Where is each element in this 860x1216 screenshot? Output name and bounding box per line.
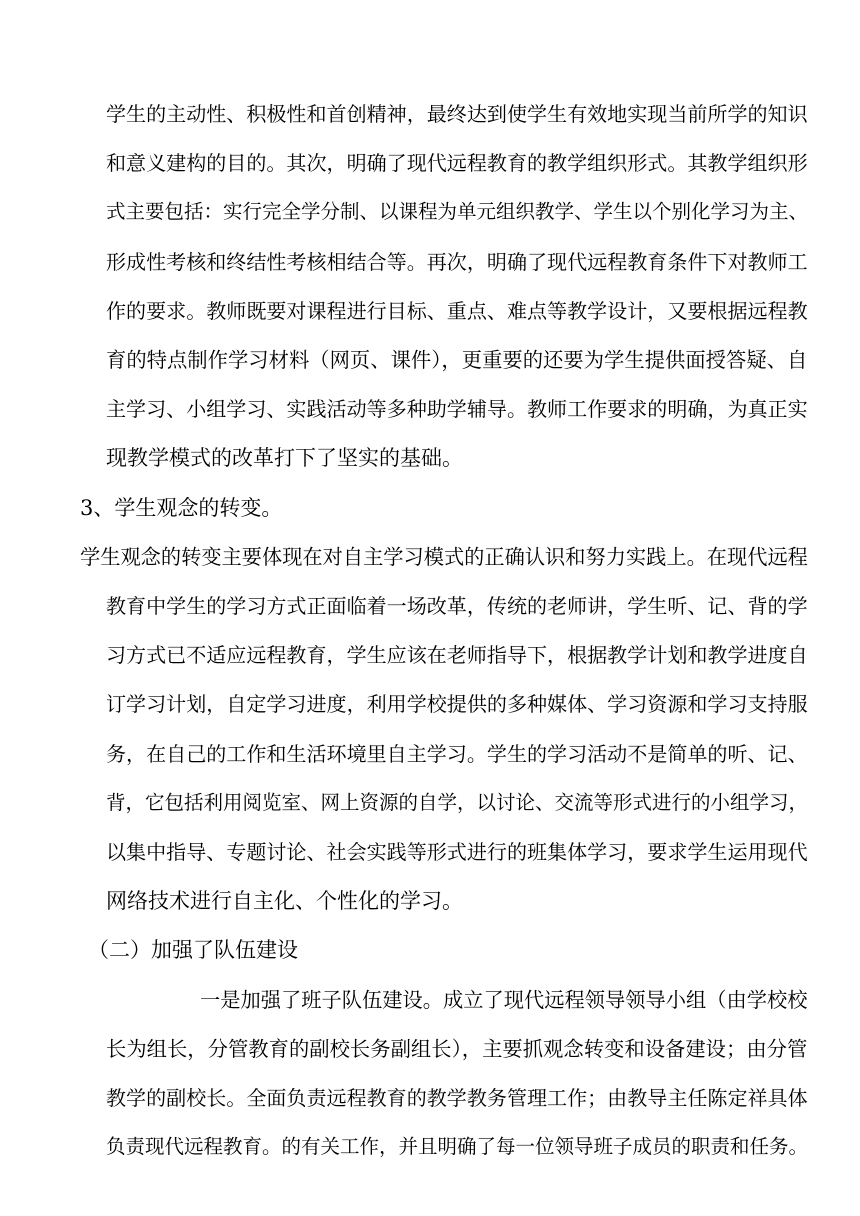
paragraph-3-line: 一是加强了班子队伍建设。成立了现代远程领导领导小组（由学校校 [200, 988, 808, 1012]
paragraph-1-line: 形成性考核和终结性考核相结合等。再次，明确了现代远程教育条件下对教师工 [106, 250, 808, 274]
paragraph-2-line: 习方式已不适应远程教育，学生应该在老师指导下，根据教学计划和教学进度自 [106, 643, 808, 667]
paragraph-2-line: 以集中指导、专题讨论、社会实践等形式进行的班集体学习，要求学生运用现代 [106, 840, 808, 864]
paragraph-2-line: 网络技术进行自主化、个性化的学习。 [106, 889, 463, 913]
paragraph-1-line: 现教学模式的改革打下了坚实的基础。 [106, 446, 463, 470]
paragraph-3-line: 长为组长，分管教育的副校长务副组长），主要抓观念转变和设备建设；由分管 [106, 1037, 808, 1061]
paragraph-1-line: 和意义建构的目的。其次，明确了现代远程教育的教学组织形式。其教学组织形 [106, 151, 808, 175]
paragraph-1-line: 主学习、小组学习、实践活动等多种助学辅导。教师工作要求的明确，为真正实 [106, 397, 808, 421]
paragraph-2-line: 订学习计划，自定学习进度，利用学校提供的多种媒体、学习资源和学习支持服 [106, 692, 808, 716]
paragraph-1-line: 育的特点制作学习材料（网页、课件），更重要的还要为学生提供面授答疑、自 [106, 348, 808, 372]
section-heading: （二）加强了队伍建设 [88, 938, 298, 962]
paragraph-2-line: 学生观念的转变主要体现在对自主学习模式的正确认识和努力实践上。在现代远程 [80, 545, 808, 569]
paragraph-1-line: 作的要求。教师既要对课程进行目标、重点、难点等教学设计，又要根据远程教 [106, 299, 808, 323]
paragraph-2-line: 教育中学生的学习方式正面临着一场改革，传统的老师讲，学生听、记、背的学 [106, 594, 808, 618]
paragraph-3-line: 负责现代远程教育。的有关工作，并且明确了每一位领导班子成员的职责和任务。 [106, 1135, 809, 1158]
paragraph-2-line: 背，它包括利用阅览室、网上资源的自学，以讨论、交流等形式进行的小组学习， [106, 791, 809, 814]
paragraph-1-line: 式主要包括：实行完全学分制、以课程为单元组织教学、学生以个别化学习为主、 [106, 200, 809, 223]
paragraph-1-line: 学生的主动性、积极性和首创精神，最终达到使学生有效地实现当前所学的知识 [106, 102, 808, 126]
paragraph-3-line: 教学的副校长。全面负责远程教育的教学教务管理工作；由教导主任陈定祥具体 [106, 1086, 808, 1110]
section-heading: 3、学生观念的转变。 [80, 496, 283, 520]
paragraph-2-line: 务，在自己的工作和生活环境里自主学习。学生的学习活动不是简单的听、记、 [106, 742, 808, 766]
